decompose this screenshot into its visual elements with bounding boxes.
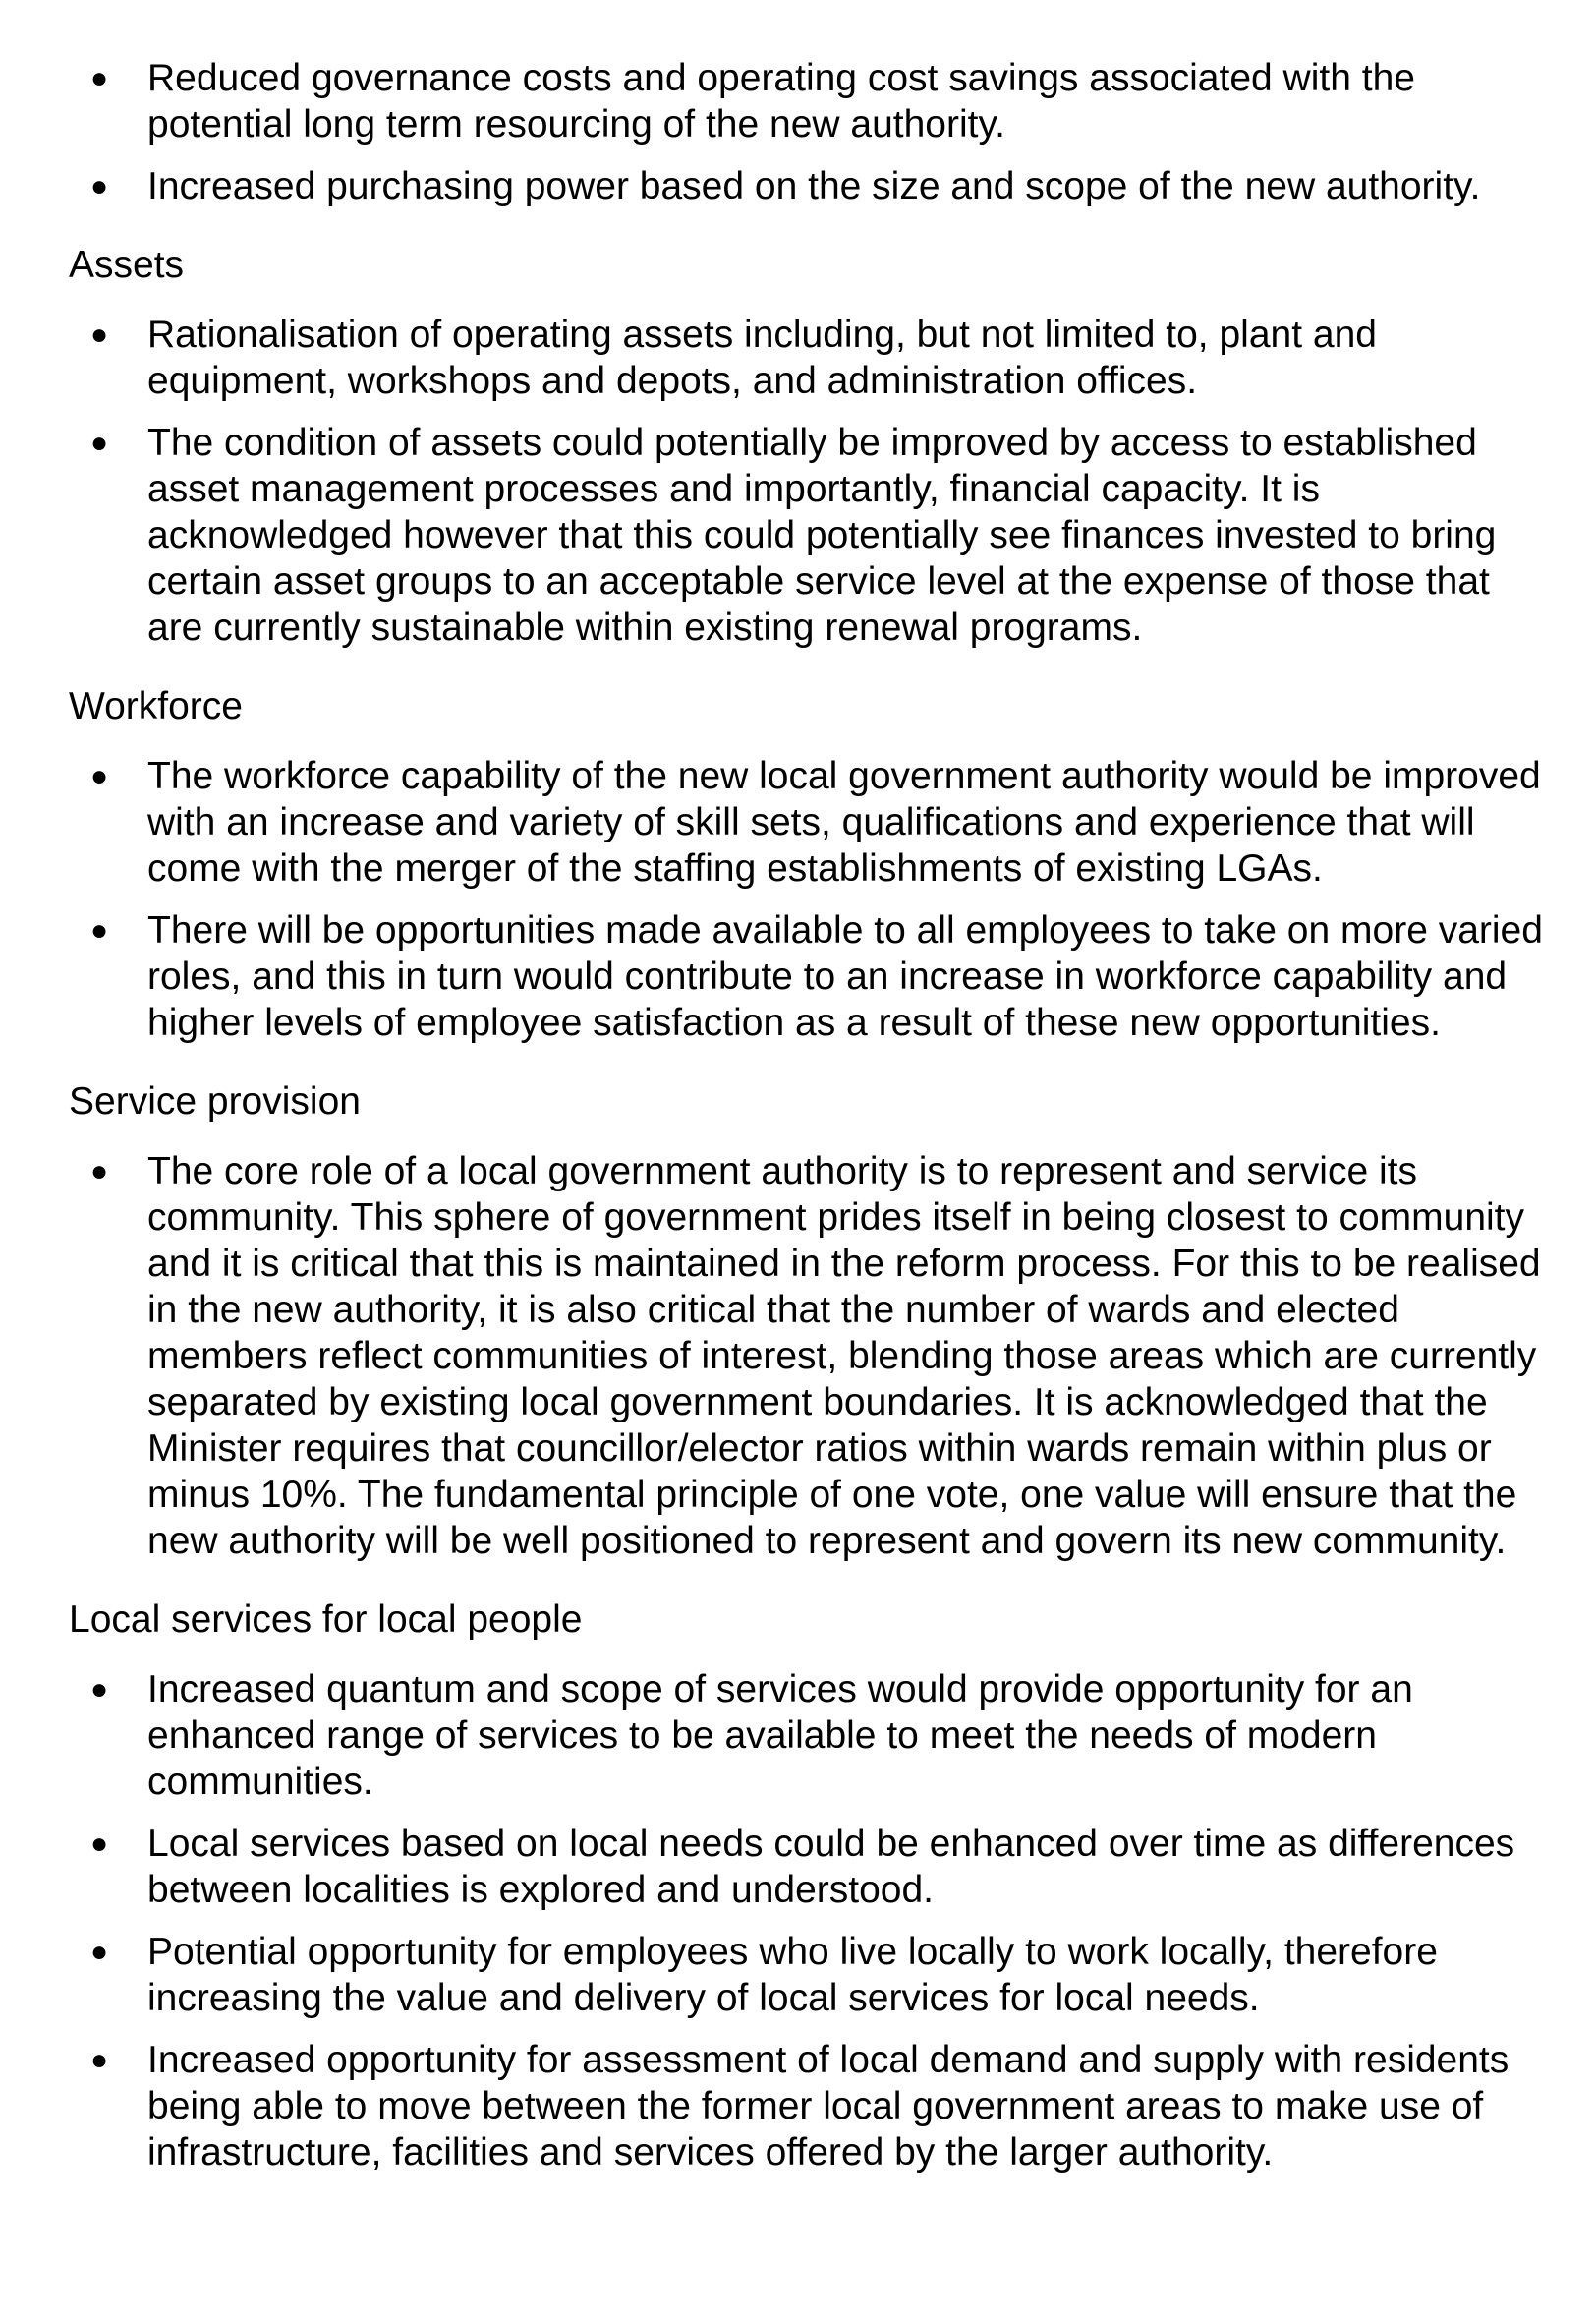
list-item [69,753,1543,892]
bullet-text: Reduced governance costs and operating cost savings associated with the potential long term resourcing of the new authority. [147,57,1415,145]
list-item [69,163,1543,209]
bullet-text: Increased purchasing power based on the size and scope of the new authority. [147,165,1481,207]
section-heading-workforce: Workforce [69,685,243,727]
document-body [69,55,1547,2176]
bullet-icon: ● [90,62,109,94]
list-item [69,312,1543,404]
list-item [69,1929,1543,2021]
section-heading-assets: Assets [69,244,185,286]
section-heading-service-provision: Service provision [69,1080,361,1123]
bullet-icon: ● [90,427,109,459]
bullet-icon: ● [90,1828,109,1860]
bullet-text: Local services based on local needs could be enhanced over time as differences between localities is explored and understood. [147,1823,1515,1911]
assets-bullet-list [69,312,1547,651]
list-item [69,420,1543,651]
bullet-icon: ● [90,319,109,351]
bullet-icon: ● [90,1673,109,1706]
list-item [69,907,1543,1046]
list-item [69,55,1543,147]
service-provision-bullet-list [69,1148,1547,1564]
list-item [69,2037,1543,2176]
bullet-text: Rationalisation of operating assets including, but not limited to, plant and equipment, workshops and depots, and administration offices. [147,314,1377,402]
section-heading-local-services: Local services for local people [69,1598,583,1641]
list-item [69,1821,1543,1913]
bullet-icon: ● [90,914,109,947]
bullet-text: There will be opportunities made available to all employees to take on more varied roles, and this in turn would contribute to an increase in workforce capability and higher levels of employee satisfaction as a result of these new opportunities. [147,909,1543,1044]
bullet-text: Potential opportunity for employees who live locally to work locally, therefore increasing the value and delivery of local services for local needs. [147,1931,1438,2019]
bullet-icon: ● [90,2044,109,2076]
bullet-text: The core role of a local government authority is to represent and service its community. This sphere of government prides itself in being closest to community and it is critical that this is maintained in the reform process. For this to be realised in the new authority, it is also critical that the number of wards and elected members reflect communities of interest, blending those areas which are currently separated by existing local government boundaries. It is acknowledged that the Minister requires that councillor/elector ratios within wards remain within plus or minus 10%. The fundamental principle of one vote, one value will ensure that the new authority will be well positioned to represent and govern its new community. [147,1150,1541,1562]
local-services-bullet-list [69,1666,1547,2176]
bullet-text: Increased opportunity for assessment of local demand and supply with residents being able to move between the former local government areas to make use of infrastructure, facilities and services offered by the larger authority. [147,2039,1510,2174]
list-item [69,1666,1543,1805]
bullet-text: The condition of assets could potentially be improved by access to established asset management processes and importantly, financial capacity. It is acknowledged however that this could potentially see finances invested to bring certain asset groups to an acceptable service level at the expense of those that are currently sustainable within existing renewal programs. [147,422,1497,649]
intro-bullet-list [69,55,1547,209]
bullet-icon: ● [90,1936,109,1968]
workforce-bullet-list [69,753,1547,1046]
bullet-icon: ● [90,1155,109,1188]
bullet-icon: ● [90,760,109,792]
list-item [69,1148,1543,1564]
bullet-text: The workforce capability of the new local government authority would be improved with an increase and variety of skill sets, qualifications and experience that will come with the merger of the staffing establishments of existing LGAs. [147,755,1541,890]
bullet-icon: ● [90,170,109,203]
bullet-text: Increased quantum and scope of services would provide opportunity for an enhanced range of services to be available to meet the needs of modern communities. [147,1668,1413,1803]
